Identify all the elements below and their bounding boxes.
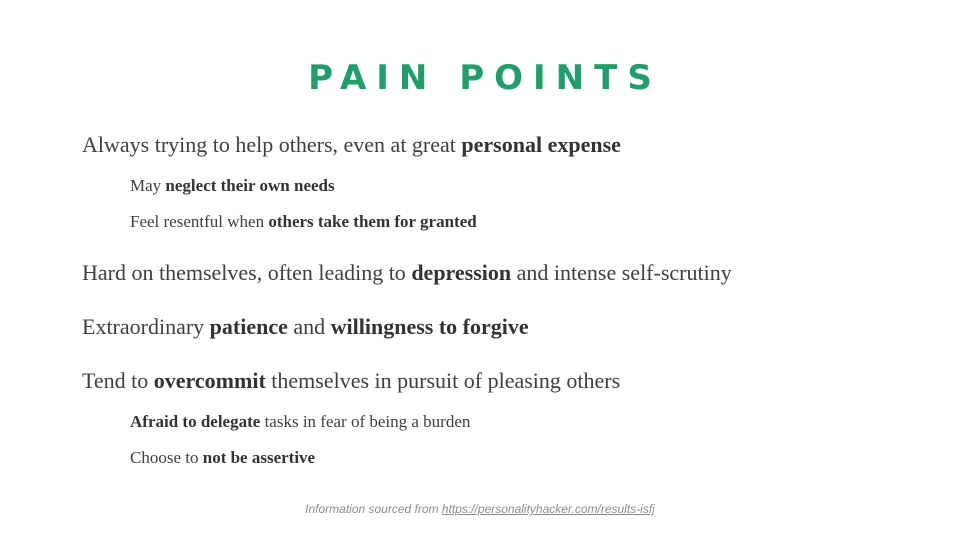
bullet-help-others	[82, 132, 621, 158]
bullet-emphasis: willingness to forgive	[330, 314, 529, 339]
bullet-text: tasks in fear of being a burden	[260, 412, 471, 431]
bullet-emphasis: overcommit	[153, 368, 266, 393]
bullet-text: Always trying to help others, even at great	[82, 132, 462, 157]
sub-bullet-not-assertive	[130, 448, 315, 468]
bullet-emphasis: patience	[209, 314, 288, 339]
bullet-text: Choose to	[130, 448, 203, 467]
bullet-emphasis: neglect their own needs	[165, 176, 335, 195]
bullet-text: themselves in pursuit of pleasing others	[265, 368, 621, 393]
source-link[interactable]: https://personalityhacker.com/results-isfj	[441, 502, 655, 516]
bullet-text: and	[287, 314, 331, 339]
bullet-emphasis: not be assertive	[202, 448, 316, 467]
footer-text: Information sourced from	[305, 502, 442, 516]
bullet-text: May	[130, 176, 166, 195]
slide-title: PAIN POINTS	[308, 58, 662, 98]
bullet-emphasis: personal expense	[461, 132, 621, 157]
sub-bullet-neglect-needs	[130, 176, 335, 196]
bullet-text: and intense self-scrutiny	[511, 260, 732, 285]
bullet-emphasis: others take them for granted	[268, 212, 477, 231]
bullet-text: Extraordinary	[82, 314, 210, 339]
bullet-overcommit	[82, 368, 620, 394]
bullet-patience	[82, 314, 529, 340]
bullet-hard-on-themselves	[82, 260, 732, 286]
bullet-text: Tend to	[82, 368, 154, 393]
source-footer	[0, 502, 960, 516]
sub-bullet-afraid-to-delegate	[130, 412, 470, 432]
bullet-emphasis: Afraid to delegate	[130, 412, 261, 431]
sub-bullet-feel-resentful	[130, 212, 477, 232]
bullet-emphasis: depression	[411, 260, 512, 285]
bullet-text: Feel resentful when	[130, 212, 269, 231]
bullet-text: Hard on themselves, often leading to	[82, 260, 412, 285]
